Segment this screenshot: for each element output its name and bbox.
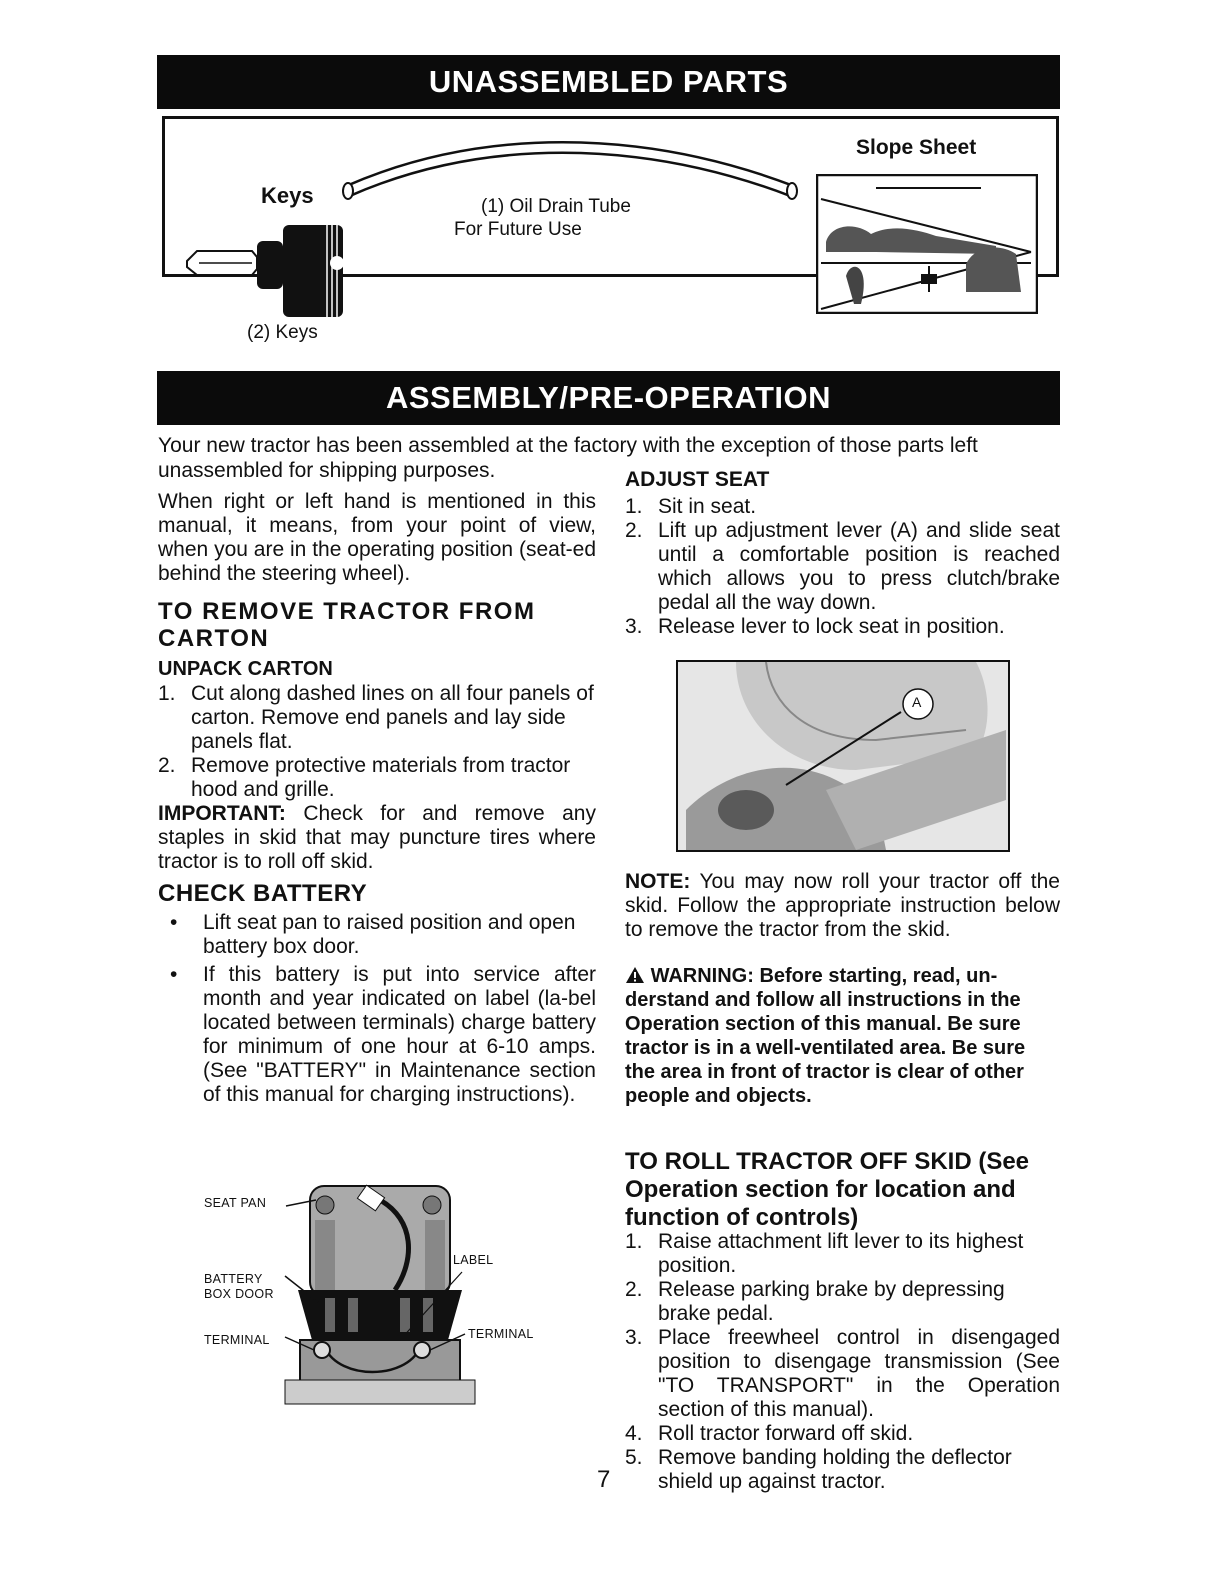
step-number: 1. [158,682,176,705]
step-number: 5. [625,1446,643,1469]
slope-sheet-illustration [816,174,1038,314]
battery-figure [200,1180,560,1420]
seat-callout-a: A [912,694,922,710]
step-text: Place freewheel control in disengaged position to disengage transmission (See "TO TRANSPORT" in the Operation section of this manual). [658,1326,1060,1421]
battery-bullets [158,911,596,1107]
oil-drain-tube-line2: For Future Use [454,219,582,240]
right-column [625,467,1060,639]
step-text: Roll tractor forward off skid. [658,1422,914,1445]
warning-triangle-icon [625,966,645,984]
step-text: Remove banding holding the deflector shield up against tractor. [658,1446,1012,1493]
step-text: Cut along dashed lines on all four panels of carton. Remove end panels and lay side panels flat. [191,682,594,753]
battery-box-door-label-2: BOX DOOR [204,1287,274,1301]
unpack-carton-heading: UNPACK CARTON [158,658,333,680]
seat-adjust-figure [676,660,1010,852]
step-number: 3. [625,1326,643,1349]
remove-tractor-heading: TO REMOVE TRACTOR FROM CARTON [158,598,536,652]
bullet-text: If this battery is put into service after month and year indicated on label (la-bel located between terminals) charge battery for minimum of one hour at 6-10 amps. (See "BATTERY" in Maintenance section of this manual for charging instructions). [203,963,596,1106]
key-illustration [177,211,347,321]
step-number: 1. [625,495,643,518]
seat-adjust-illustration [676,660,1010,852]
list-item [158,911,596,959]
unpack-steps [158,682,596,802]
warning-text: WARNING: Before starting, read, un-derstand and follow all instructions in the Operation section of this manual. Be sure tractor is in a well-ventilated area. Be sure the area in front of tractor is clear of other people and objects. [625,965,1026,1107]
step-number: 2. [158,754,176,777]
bullet-mark: • [170,911,178,934]
hand-paragraph: When right or left hand is mentioned in this manual, it means, from your point of view, when you are in the operating position (seat-ed behind the steering wheel). [158,490,596,585]
keys-title: Keys [261,183,314,208]
list-item [625,519,1060,615]
oil-drain-tube-line1: (1) Oil Drain Tube [481,196,631,217]
terminal-right-label: TERMINAL [468,1327,534,1341]
roll-tractor-steps [625,1230,1060,1494]
bullet-text: Lift seat pan to raised position and open battery box door. [203,911,576,958]
step-text: Lift up adjustment lever (A) and slide seat until a comfortable position is reached which allows you to press clutch/brake pedal all the way down. [658,519,1060,614]
list-item [625,495,1060,519]
unassembled-parts-banner: UNASSEMBLED PARTS [157,55,1060,109]
battery-box-door-label-1: BATTERY [204,1272,263,1286]
step-text: Release parking brake by depressing brake pedal. [658,1278,1005,1325]
step-number: 3. [625,615,643,638]
list-item [158,963,596,1107]
step-number: 2. [625,519,643,542]
warning-paragraph [625,964,1060,1108]
list-item [625,1230,1060,1278]
seat-pan-label: SEAT PAN [204,1196,267,1210]
adjust-seat-heading: ADJUST SEAT [625,468,770,491]
bullet-mark: • [170,963,178,986]
check-battery-heading: CHECK BATTERY [158,880,368,907]
list-item [625,1326,1060,1422]
list-item [625,615,1060,639]
step-text: Remove protective materials from tractor hood and grille. [191,754,571,801]
important-paragraph [158,802,596,874]
page-number: 7 [597,1466,611,1493]
assembly-pre-operation-banner: ASSEMBLY/PRE-OPERATION [157,371,1060,425]
note-paragraph [625,870,1060,942]
intro-line-1: Your new tractor has been assembled at the factory with the exception of those parts left [158,434,978,457]
step-text: Sit in seat. [658,495,757,518]
note-text: You may now roll your tractor off the skid. Follow the appropriate instruction below to remove the tractor from the skid. [625,870,1060,941]
note-label: NOTE: [625,870,691,893]
list-item [158,682,596,754]
important-label: IMPORTANT: [158,802,286,825]
step-number: 1. [625,1230,643,1253]
left-column [158,490,596,1107]
list-item [158,754,596,802]
roll-tractor-heading: TO ROLL TRACTOR OFF SKID (See Operation section for location and function of controls) [625,1148,1030,1231]
step-text: Raise attachment lift lever to its highest position. [658,1230,1024,1277]
step-number: 2. [625,1278,643,1301]
label-callout: LABEL [453,1253,494,1267]
keys-caption: (2) Keys [247,322,318,343]
adjust-seat-steps [625,495,1060,639]
list-item [625,1446,1060,1494]
step-text: Release lever to lock seat in position. [658,615,1005,638]
slope-sheet-title: Slope Sheet [856,136,977,159]
list-item [625,1422,1060,1446]
terminal-left-label: TERMINAL [204,1333,270,1347]
step-number: 4. [625,1422,643,1445]
unassembled-parts-box [162,116,1059,343]
important-text: Check for and remove any staples in skid that may puncture tires where tractor is to roll off skid. [158,802,596,873]
intro-line-2: unassembled for shipping purposes. [158,459,496,482]
list-item [625,1278,1060,1326]
